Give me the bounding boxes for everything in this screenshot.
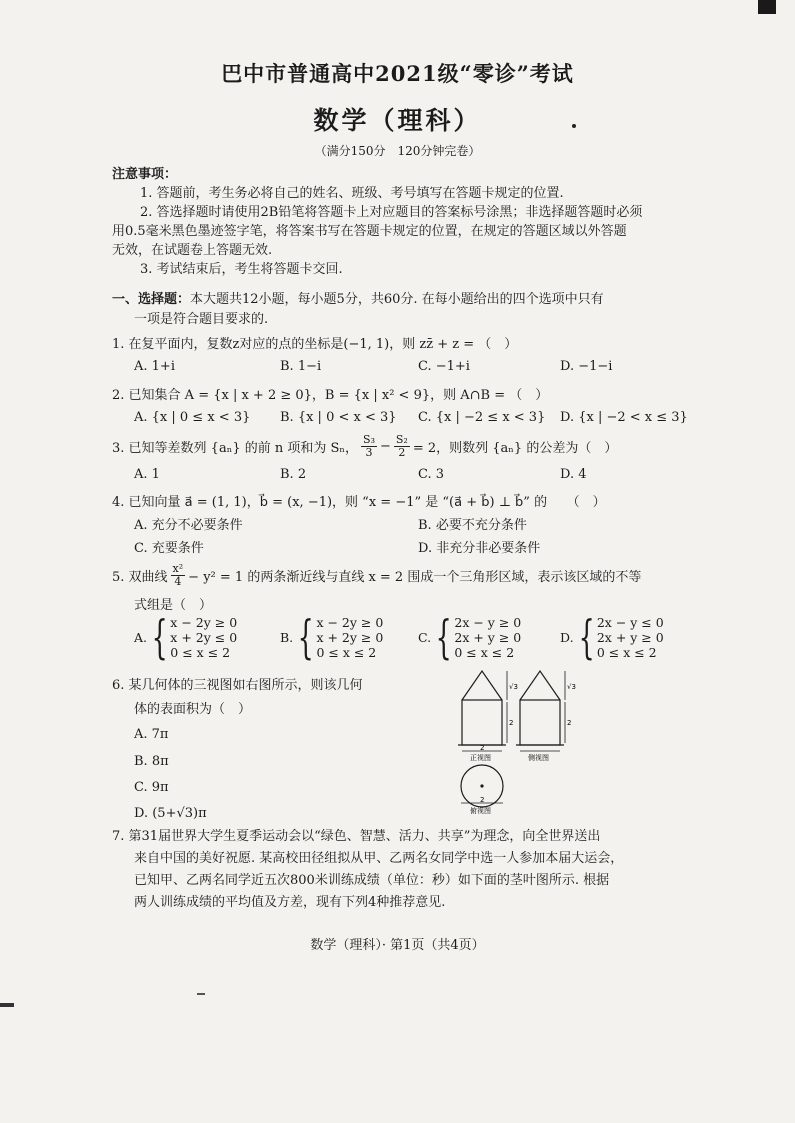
inequality: 2x − y ≤ 0 <box>596 614 664 630</box>
question-5-stem-b: − y² = 1 的两条渐近线与直线 x = 2 围成一个三角形区域，表示该区域的不等 <box>188 570 642 585</box>
question-1-option-a: A. 1+i <box>134 359 175 374</box>
question-1-option-c: C. −1+i <box>418 359 470 374</box>
minus-sign: − <box>379 439 391 454</box>
question-2-option-a: A. {x | 0 ≤ x < 3} <box>134 410 251 425</box>
inequality-system <box>454 615 521 660</box>
dimension-label: 2 <box>480 796 485 804</box>
question-4-option-d: D. 非充分非必要条件 <box>418 541 541 556</box>
question-5-stem-c: 式组是（ ） <box>134 598 213 613</box>
question-5-option-c <box>418 610 522 664</box>
score-info: （满分150分 120分钟完卷） <box>314 144 481 158</box>
inequality: 0 ≤ x ≤ 2 <box>596 644 657 660</box>
center-dot <box>480 784 483 787</box>
inequality: x − 2y ≥ 0 <box>316 614 384 630</box>
section-desc-cont: 一项是符合题目要求的. <box>134 312 269 327</box>
page-footer: 数学（理科）· 第1页（共4页） <box>310 938 485 953</box>
inequality: 2x − y ≥ 0 <box>454 614 522 630</box>
brace-glyph: { <box>151 610 168 664</box>
option-label: A. <box>134 629 148 645</box>
question-6-stem-cont: 体的表面积为（ ） <box>134 702 252 717</box>
side-view <box>516 671 564 751</box>
question-1-option-b: B. 1−i <box>280 359 322 374</box>
question-3-stem-b: = 2，则数列 {aₙ} 的公差为（ ） <box>412 441 618 456</box>
exam-title: 巴中市普通高中2021级“零诊”考试 <box>221 61 574 86</box>
fraction-numerator: x² <box>172 562 184 575</box>
fraction-denominator: 4 <box>174 575 182 588</box>
dimension-label: 2 <box>480 744 485 752</box>
question-7-stem-cont: 两人训练成绩的平均值及方差，现有下列4种推荐意见. <box>134 895 446 910</box>
question-2-option-c: C. {x | −2 ≤ x < 3} <box>418 410 546 425</box>
note-item-2-cont: 用0.5毫米黑色墨迹签字笔，将答案书写在答题卡规定的位置，在规定的答题区域以外答题 <box>112 224 627 239</box>
dimension-label: √3 <box>509 683 518 691</box>
fraction-denominator: 3 <box>365 446 373 459</box>
fraction <box>171 563 186 588</box>
question-5-option-d <box>560 610 664 664</box>
question-6-option-c: C. 9π <box>134 780 169 795</box>
section-title: 一、选择题： <box>112 292 191 307</box>
question-7-stem: 7. 第31届世界大学生夏季运动会以“绿色、智慧、活力、共享”为理念，向全世界送出 <box>112 829 601 844</box>
inequality: 0 ≤ x ≤ 2 <box>454 644 515 660</box>
question-5-option-a <box>134 610 238 664</box>
question-3-option-c: C. 3 <box>418 467 445 482</box>
question-6-option-b: B. 8π <box>134 754 169 769</box>
dimension-label: 2 <box>509 719 514 727</box>
brace-glyph: { <box>578 610 595 664</box>
question-3-option-d: D. 4 <box>560 467 587 482</box>
fraction <box>394 434 410 459</box>
inequality-system <box>597 615 664 660</box>
question-4-option-c: C. 充要条件 <box>134 541 204 556</box>
question-6-option-d: D. (5+√3)π <box>134 806 207 821</box>
question-5-option-b <box>280 610 384 664</box>
question-1-stem: 1. 在复平面内，复数z对应的点的坐标是(−1, 1)，则 zz̄ + z = （ ） <box>112 337 518 352</box>
question-3-option-b: B. 2 <box>280 467 307 482</box>
question-6-option-a: A. 7π <box>134 727 169 742</box>
question-6-stem: 6. 某几何体的三视图如右图所示，则该几何 <box>112 678 363 693</box>
view-label: 俯视图 <box>470 807 491 815</box>
note-item-2-cont: 无效，在试题卷上答题无效. <box>112 243 273 258</box>
question-2-stem: 2. 已知集合 A = {x | x + 2 ≥ 0}，B = {x | x² < 9}，则 A∩B = （ ） <box>112 388 549 403</box>
question-3-option-a: A. 1 <box>134 467 160 482</box>
notes-heading: 注意事项： <box>112 167 178 182</box>
brace-glyph: { <box>297 610 314 664</box>
question-5-stem-a: 5. 双曲线 <box>112 570 168 585</box>
note-item-2: 2. 答选择题时请使用2B铅笔将答题卡上对应题目的答案标号涂黑；非选择题答题时必须 <box>140 205 643 220</box>
question-7-stem-cont: 来自中国的美好祝愿. 某高校田径组拟从甲、乙两名女同学中选一人参加本届大运会， <box>134 851 624 866</box>
note-item-3: 3. 考试结束后，考生将答题卡交回. <box>140 262 343 277</box>
dimension-label: √3 <box>567 683 576 691</box>
question-4-stem: 4. 已知向量 a⃗ = (1, 1)，b⃗ = (x, −1)，则 “x = −1” 是 “(a⃗ + b⃗) ⊥ b⃗” 的 （ ） <box>112 495 606 510</box>
question-7-stem-cont: 已知甲、乙两名同学近五次800米训练成绩（单位：秒）如下面的茎叶图所示. 根据 <box>134 873 610 888</box>
three-view-figure <box>455 665 585 815</box>
inequality-system <box>316 615 383 660</box>
corner-mark <box>758 0 776 14</box>
brace-glyph: { <box>435 610 452 664</box>
dimension-label: 2 <box>567 719 572 727</box>
inequality: x + 2y ≥ 0 <box>316 629 384 645</box>
scan-mark <box>0 1003 14 1007</box>
inequality-system <box>170 615 237 660</box>
inequality: x + 2y ≤ 0 <box>170 629 238 645</box>
section-heading <box>112 288 604 307</box>
question-3-stem-a: 3. 已知等差数列 {aₙ} 的前 n 项和为 Sₙ， <box>112 441 359 456</box>
option-label: C. <box>418 629 432 645</box>
option-label: B. <box>280 629 294 645</box>
inequality: 2x + y ≥ 0 <box>454 629 522 645</box>
view-label: 侧视图 <box>528 754 549 762</box>
front-view <box>458 671 506 751</box>
fraction-denominator: 2 <box>398 446 406 459</box>
question-3-stem <box>112 434 617 459</box>
fraction-numerator: S₃ <box>363 433 375 446</box>
note-item-1: 1. 答题前，考生务必将自己的姓名、班级、考号填写在答题卡规定的位置. <box>140 186 564 201</box>
section-desc: 本大题共12小题，每小题5分，共60分. 在每小题给出的四个选项中只有 <box>190 292 604 307</box>
exam-subject: 数学（理科） <box>313 106 482 135</box>
question-2-option-d: D. {x | −2 < x ≤ 3} <box>560 410 688 425</box>
view-label: 正视图 <box>470 754 491 762</box>
question-2-option-b: B. {x | 0 < x < 3} <box>280 410 397 425</box>
fraction <box>361 434 377 459</box>
question-4-option-b: B. 必要不充分条件 <box>418 518 527 533</box>
question-1-option-d: D. −1−i <box>560 359 613 374</box>
scan-mark <box>197 993 205 995</box>
fraction-numerator: S₂ <box>395 433 408 446</box>
inequality: 2x + y ≥ 0 <box>596 629 664 645</box>
inequality: x − 2y ≥ 0 <box>170 614 238 630</box>
question-4-option-a: A. 充分不必要条件 <box>134 518 243 533</box>
inequality: 0 ≤ x ≤ 2 <box>316 644 377 660</box>
question-5-stem <box>112 563 641 588</box>
inequality: 0 ≤ x ≤ 2 <box>170 644 231 660</box>
option-label: D. <box>560 629 574 645</box>
